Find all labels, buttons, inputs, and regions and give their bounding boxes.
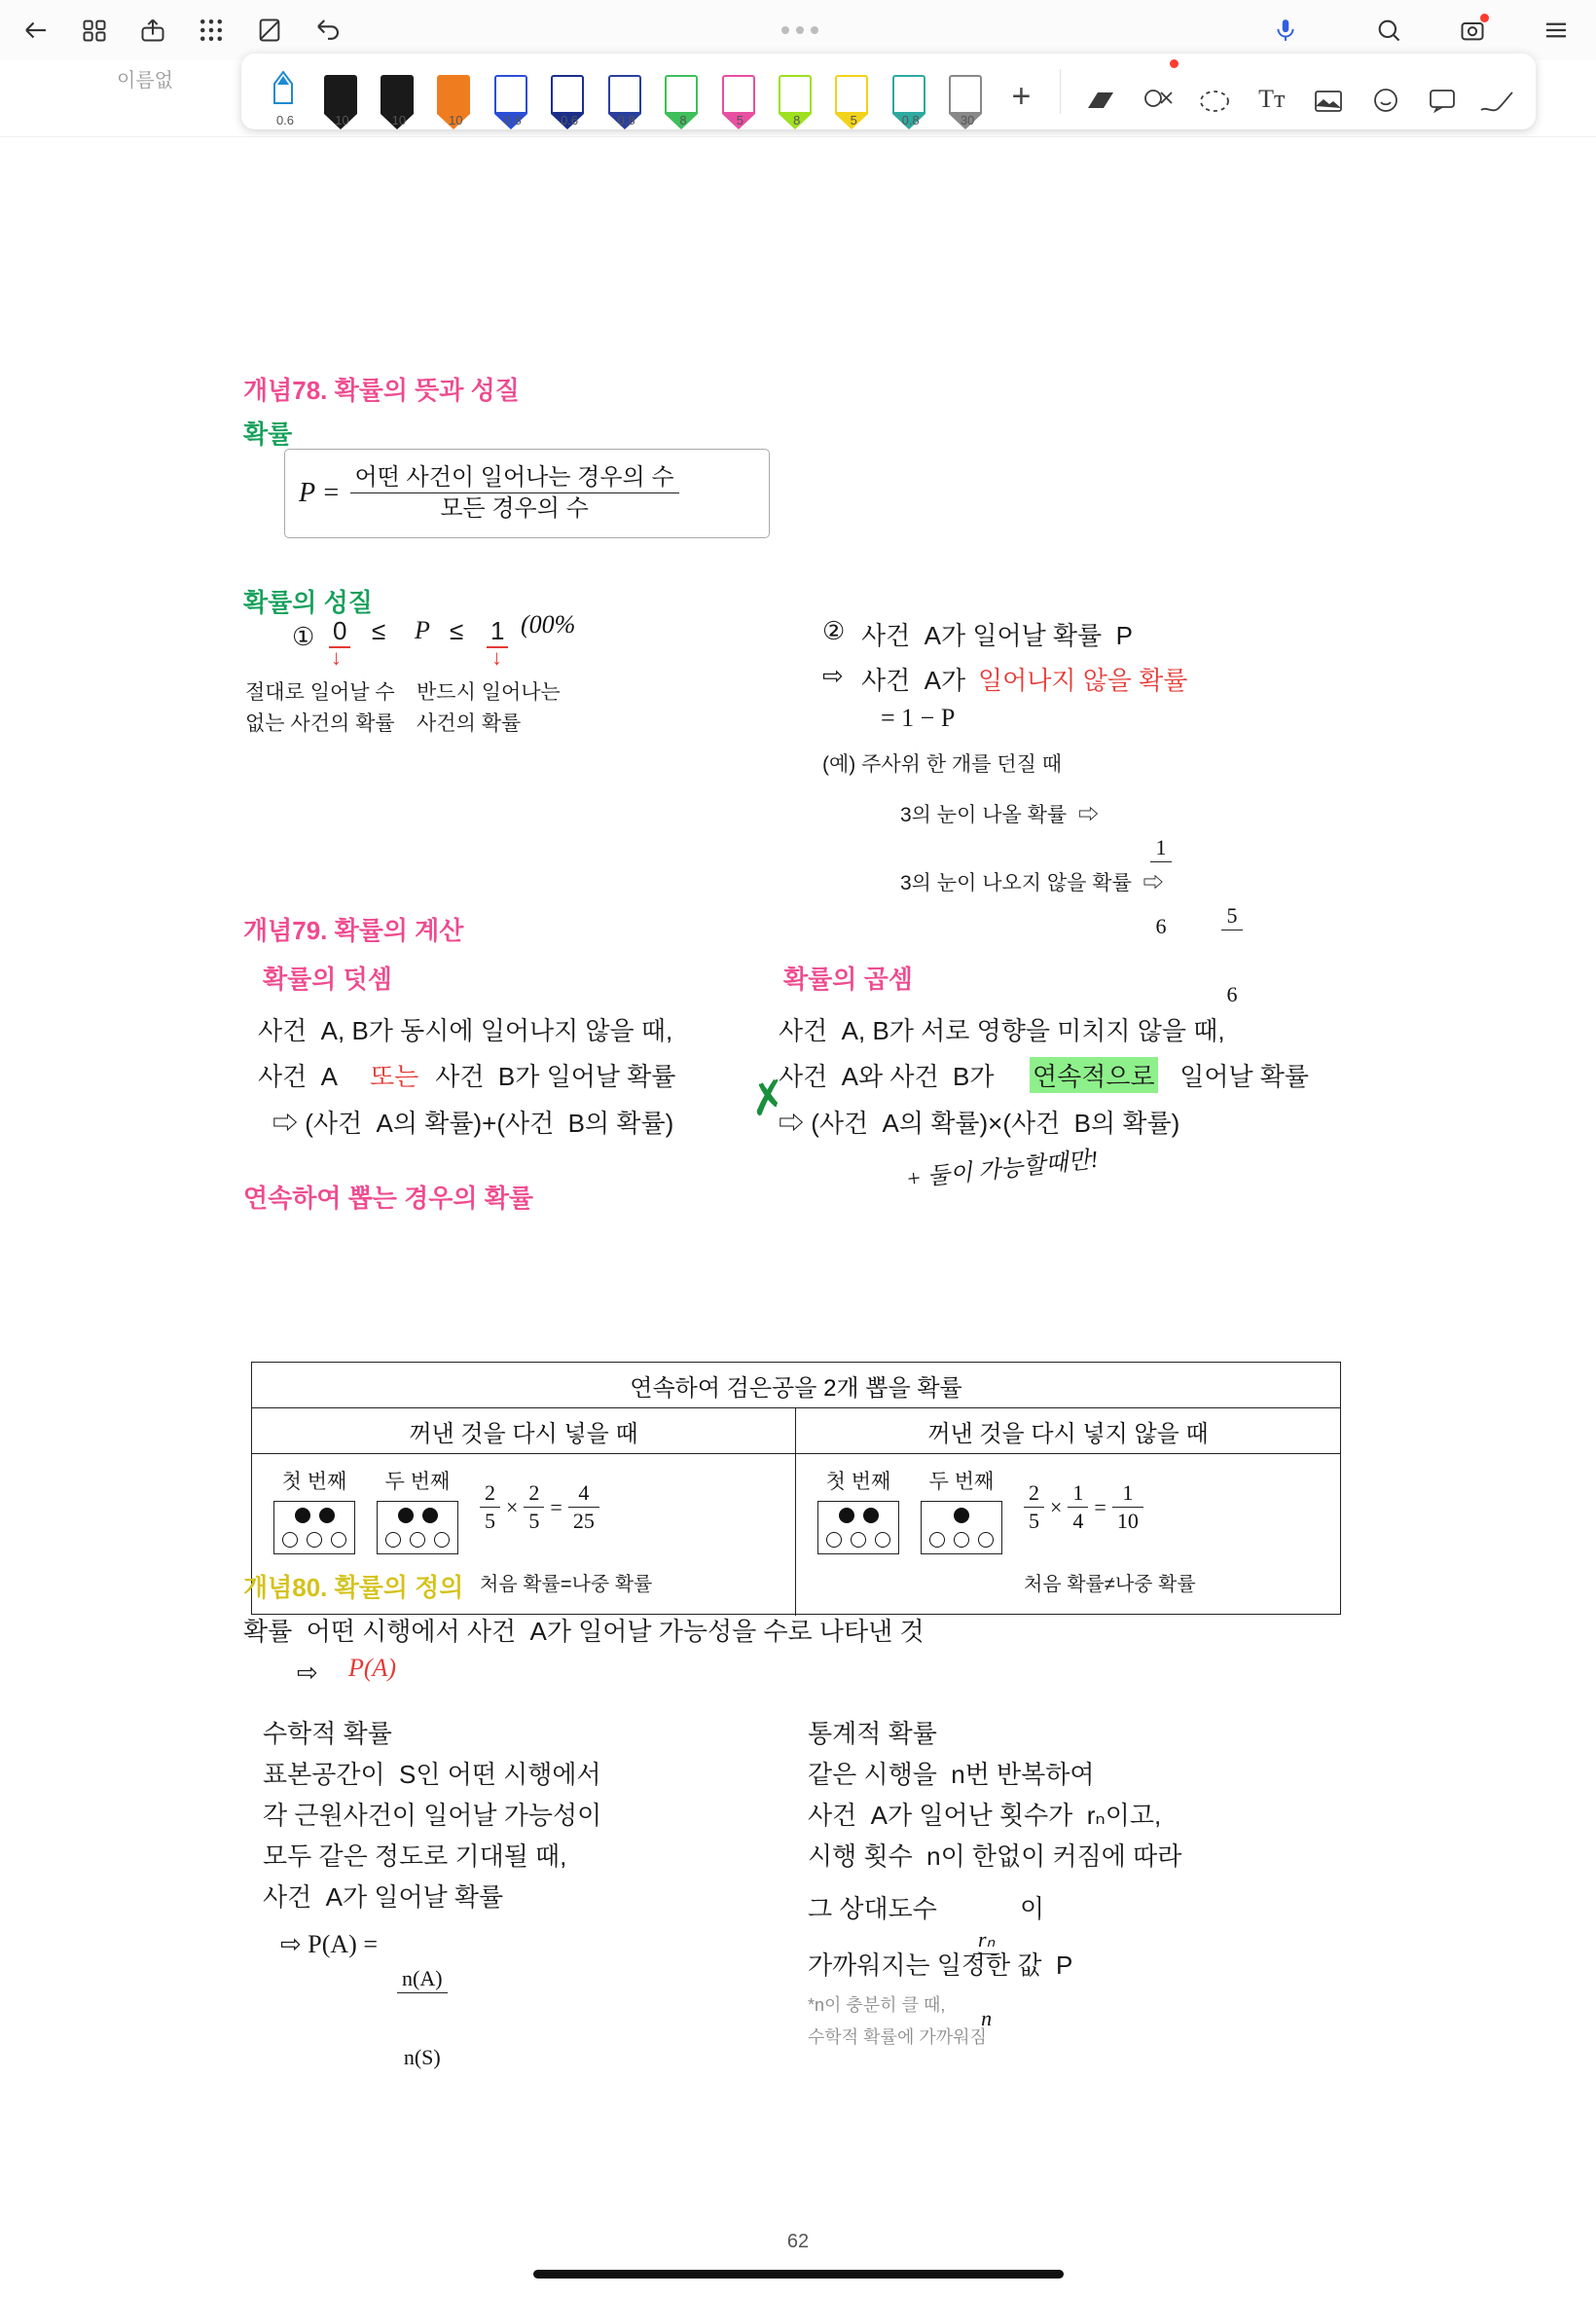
- note-page[interactable]: [0, 136, 1596, 2220]
- stat-prob-num: rₙ: [973, 1926, 999, 1954]
- table-col2-header: 꺼낸 것을 다시 넣지 않을 때: [927, 1420, 1209, 1447]
- menu-icon[interactable]: [1534, 8, 1578, 53]
- pen-size-6: 0.8: [617, 113, 635, 128]
- left-first-balls: [273, 1501, 355, 1554]
- subheading-probability: 확률: [243, 419, 293, 449]
- right-note: 처음 확률≠나중 확률: [1024, 1574, 1196, 1596]
- pen-tool-8[interactable]: [709, 54, 766, 129]
- formula-denominator: 모든 경우의 수: [440, 494, 589, 522]
- math-prob-formula-pre: ⇨ P(A) =: [280, 1930, 379, 1958]
- laser-icon[interactable]: [1470, 38, 1522, 129]
- concept80-lead-arrow: ⇨: [297, 1658, 318, 1687]
- rt-a-den: 5: [1029, 1508, 1039, 1533]
- pen-tool-9[interactable]: [767, 54, 823, 129]
- pen-size-3: 10: [449, 113, 463, 128]
- page-number: 62: [786, 2231, 810, 2252]
- lt-a-num: 2: [480, 1479, 500, 1508]
- math-prob-num: n(A): [397, 1965, 448, 1993]
- property1-P: P: [415, 616, 430, 644]
- pen-size-5: 0.6: [561, 113, 579, 128]
- property1-note-right2: 사건의 확률: [417, 712, 522, 735]
- more-dots-icon[interactable]: [781, 26, 818, 34]
- lt-b-num: 2: [524, 1479, 544, 1508]
- property1-annotation: (00%: [521, 610, 576, 638]
- sticker-icon[interactable]: [1357, 38, 1413, 129]
- pen-tool-5[interactable]: [539, 54, 596, 129]
- property1-le1: ≤: [372, 616, 386, 645]
- concept80-lead: 확률 어떤 시행에서 사건 A가 일어날 가능성을 수로 나타낸 것: [243, 1617, 925, 1646]
- image-icon[interactable]: [1300, 38, 1357, 129]
- rt-eq: =: [1094, 1494, 1106, 1519]
- lt-r-num: 4: [568, 1479, 599, 1508]
- multiplication-line2a: 사건 A와 사건 B가: [779, 1062, 1001, 1091]
- math-prob-den: n(S): [403, 2044, 441, 2069]
- property1-note-right1: 반드시 일어나는: [417, 681, 561, 704]
- lt-times: ×: [506, 1494, 519, 1519]
- comment-icon[interactable]: [1414, 38, 1470, 129]
- heading-concept78: 개념78. 확률의 뜻과 성질: [243, 376, 520, 405]
- handwritten-note: + 둘이 가능할때만!: [904, 1147, 1100, 1193]
- math-prob-l3: 모두 같은 정도로 기대될 때,: [263, 1841, 567, 1871]
- concept80-lead-red: P(A): [348, 1654, 397, 1682]
- lt-b-den: 5: [528, 1508, 540, 1533]
- right-second-balls: [921, 1501, 1002, 1554]
- heading-concept79: 개념79. 확률의 계산: [243, 916, 464, 945]
- pen-tool-10[interactable]: [823, 54, 880, 129]
- stat-prob-title: 통계적 확률: [808, 1719, 937, 1748]
- property2-marker: ②: [822, 616, 846, 645]
- lt-eq: =: [550, 1494, 562, 1519]
- pen-size-10: 5: [850, 113, 857, 128]
- property2-arrow: ⇨: [822, 661, 844, 690]
- pen-size-2: 10: [391, 113, 407, 128]
- stat-prob-den: n: [981, 2005, 993, 2030]
- ex2-den: 6: [1226, 981, 1238, 1006]
- property1-one: 1: [487, 616, 508, 648]
- eraser-icon[interactable]: [1072, 38, 1129, 129]
- pen-size-9: 8: [793, 113, 801, 128]
- subheading-multiplication: 확률의 곱셈: [783, 965, 913, 994]
- home-indicator[interactable]: [533, 2270, 1064, 2279]
- right-second-label: 두 번째: [928, 1471, 995, 1493]
- stat-prob-l4-post: 이: [1020, 1894, 1045, 1923]
- pen-size-7: 8: [679, 113, 687, 128]
- stat-prob-note1: *n이 충분히 클 때,: [808, 1995, 946, 2015]
- pen-toolbar: [241, 54, 1536, 129]
- lasso-shape-icon[interactable]: [1130, 38, 1186, 129]
- ex2-num: 5: [1221, 902, 1243, 930]
- left-second-balls: [377, 1501, 458, 1554]
- undo-icon[interactable]: [306, 8, 350, 53]
- table-title: 연속하여 검은공을 2개 뽑을 확률: [630, 1374, 962, 1402]
- stat-prob-l3: 시행 횟수 n이 한없이 커짐에 따라: [808, 1841, 1182, 1871]
- left-second-label: 두 번째: [384, 1471, 451, 1493]
- rt-b-den: 4: [1072, 1508, 1084, 1533]
- text-icon-label: Tт: [1258, 85, 1286, 113]
- pen-size-4: 0.8: [503, 113, 522, 128]
- grid-view-icon[interactable]: [72, 8, 117, 53]
- property1-note-left1: 절대로 일어날 수: [245, 681, 395, 704]
- addition-line1: 사건 A, B가 동시에 일어나지 않을 때,: [258, 1016, 673, 1045]
- right-first-label: 첫 번째: [825, 1471, 891, 1493]
- rt-times: ×: [1050, 1494, 1063, 1519]
- selection-icon[interactable]: [1186, 38, 1243, 129]
- pen-size-0: 0.6: [275, 113, 295, 128]
- property2-example-label: (예) 주사위 한 개를 던질 때: [822, 753, 1063, 776]
- multiplication-line2b: 일어날 확률: [1173, 1062, 1310, 1091]
- subheading-addition: 확률의 덧셈: [263, 965, 392, 994]
- property2-example1: 3의 눈이 나올 확률 ⇨: [900, 804, 1099, 826]
- left-note: 처음 확률=나중 확률: [480, 1574, 653, 1596]
- heading-concept80: 개념80. 확률의 정의: [243, 1573, 464, 1602]
- rt-b-num: 1: [1068, 1479, 1088, 1508]
- notification-dot: [1480, 14, 1489, 22]
- share-icon[interactable]: [130, 8, 175, 53]
- addition-line2b: 사건 B가 일어날 확률: [428, 1062, 676, 1091]
- ex1-den: 6: [1155, 913, 1167, 938]
- add-pen-button[interactable]: +: [1011, 78, 1032, 115]
- pen-tool-3[interactable]: [425, 54, 482, 129]
- property1-zero: 0: [329, 616, 350, 648]
- math-prob-fraction: [397, 1914, 448, 2122]
- pen-tool-4[interactable]: [483, 54, 539, 129]
- pen-size-1: 10: [335, 113, 349, 128]
- text-icon[interactable]: [1244, 38, 1300, 129]
- heading-continuous: 연속하여 뽑는 경우의 확률: [243, 1184, 533, 1213]
- pen-size-11: 0.8: [901, 113, 920, 128]
- math-prob-l4: 사건 A가 일어날 확률: [263, 1882, 504, 1912]
- back-arrow-icon[interactable]: [14, 8, 58, 53]
- toolbar-divider: [1060, 69, 1061, 114]
- formula-p: P =: [299, 478, 341, 508]
- pen-tool-0[interactable]: [255, 54, 311, 129]
- property1-le2: ≤: [450, 616, 464, 645]
- table-col1-header: 꺼낸 것을 다시 넣을 때: [252, 1408, 796, 1453]
- apps-grid-icon[interactable]: [189, 8, 234, 53]
- multiplication-line2-highlight: 연속적으로: [1030, 1057, 1158, 1093]
- right-first-balls: [817, 1501, 899, 1554]
- property1-marker: ①: [292, 622, 315, 651]
- addition-line2a: 사건 A: [258, 1062, 344, 1091]
- arrow-down-right: ↓: [491, 645, 502, 670]
- stat-prob-l5: 가까워지는 일정한 값 P: [808, 1951, 1073, 1980]
- left-first-label: 첫 번째: [281, 1471, 347, 1493]
- pen-tool-12[interactable]: [937, 54, 994, 129]
- stat-prob-l1: 같은 시행을 n번 반복하여: [808, 1760, 1095, 1789]
- subheading-properties: 확률의 성질: [243, 588, 373, 617]
- addition-line2-red: 또는: [370, 1062, 419, 1091]
- probability-formula-box: [284, 449, 770, 538]
- handwritten-check: ✗: [744, 1070, 791, 1126]
- multiplication-line3: ⇨ (사건 A의 확률)×(사건 B의 확률): [779, 1109, 1180, 1138]
- property1-note-left2: 없는 사건의 확률: [245, 712, 395, 735]
- arrow-down-left: ↓: [331, 645, 342, 670]
- formula-numerator: 어떤 사건이 일어나는 경우의 수: [350, 463, 679, 493]
- property2-line2a: 사건 A가: [861, 666, 966, 695]
- property2-line1: 사건 A가 일어날 확률 P: [861, 621, 1133, 650]
- note-name-field[interactable]: 이름없: [117, 70, 173, 91]
- stat-prob-note2: 수학적 확률에 가까워짐: [808, 2027, 987, 2047]
- pen-tool-2[interactable]: [369, 54, 425, 129]
- math-prob-l2: 각 근원사건이 일어날 가능성이: [263, 1801, 602, 1830]
- math-prob-title: 수학적 확률: [263, 1719, 392, 1748]
- addition-line3: ⇨ (사건 A의 확률)+(사건 B의 확률): [272, 1109, 674, 1138]
- stat-prob-l2: 사건 A가 일어난 횟수가 rₙ이고,: [808, 1801, 1162, 1830]
- math-prob-l1: 표본공간이 S인 어떤 시행에서: [263, 1760, 601, 1789]
- pen-tool-11[interactable]: [881, 54, 937, 129]
- rt-r-num: 1: [1112, 1479, 1143, 1508]
- rt-r-den: 10: [1116, 1508, 1139, 1533]
- property2-line3: = 1 − P: [881, 704, 956, 732]
- lasso-dot: [1170, 59, 1179, 68]
- lt-r-den: 25: [572, 1508, 595, 1533]
- pen-size-8: 5: [736, 113, 744, 128]
- property2-example2: 3의 눈이 나오지 않을 확률 ⇨: [900, 872, 1164, 894]
- property2-line2-red: 일어나지 않을 확률: [978, 666, 1188, 695]
- ex1-num: 1: [1150, 834, 1172, 862]
- lt-a-den: 5: [485, 1508, 495, 1533]
- pen-tool-1[interactable]: [311, 54, 368, 129]
- pen-tool-6[interactable]: [597, 54, 653, 129]
- stat-prob-l4-pre: 그 상대도수: [808, 1894, 937, 1923]
- multiplication-line1: 사건 A, B가 서로 영향을 미치지 않을 때,: [779, 1016, 1225, 1045]
- pen-tool-7[interactable]: [653, 54, 709, 129]
- rt-a-num: 2: [1024, 1479, 1044, 1508]
- pen-size-12: 30: [960, 113, 975, 128]
- page-no-icon[interactable]: [247, 8, 292, 53]
